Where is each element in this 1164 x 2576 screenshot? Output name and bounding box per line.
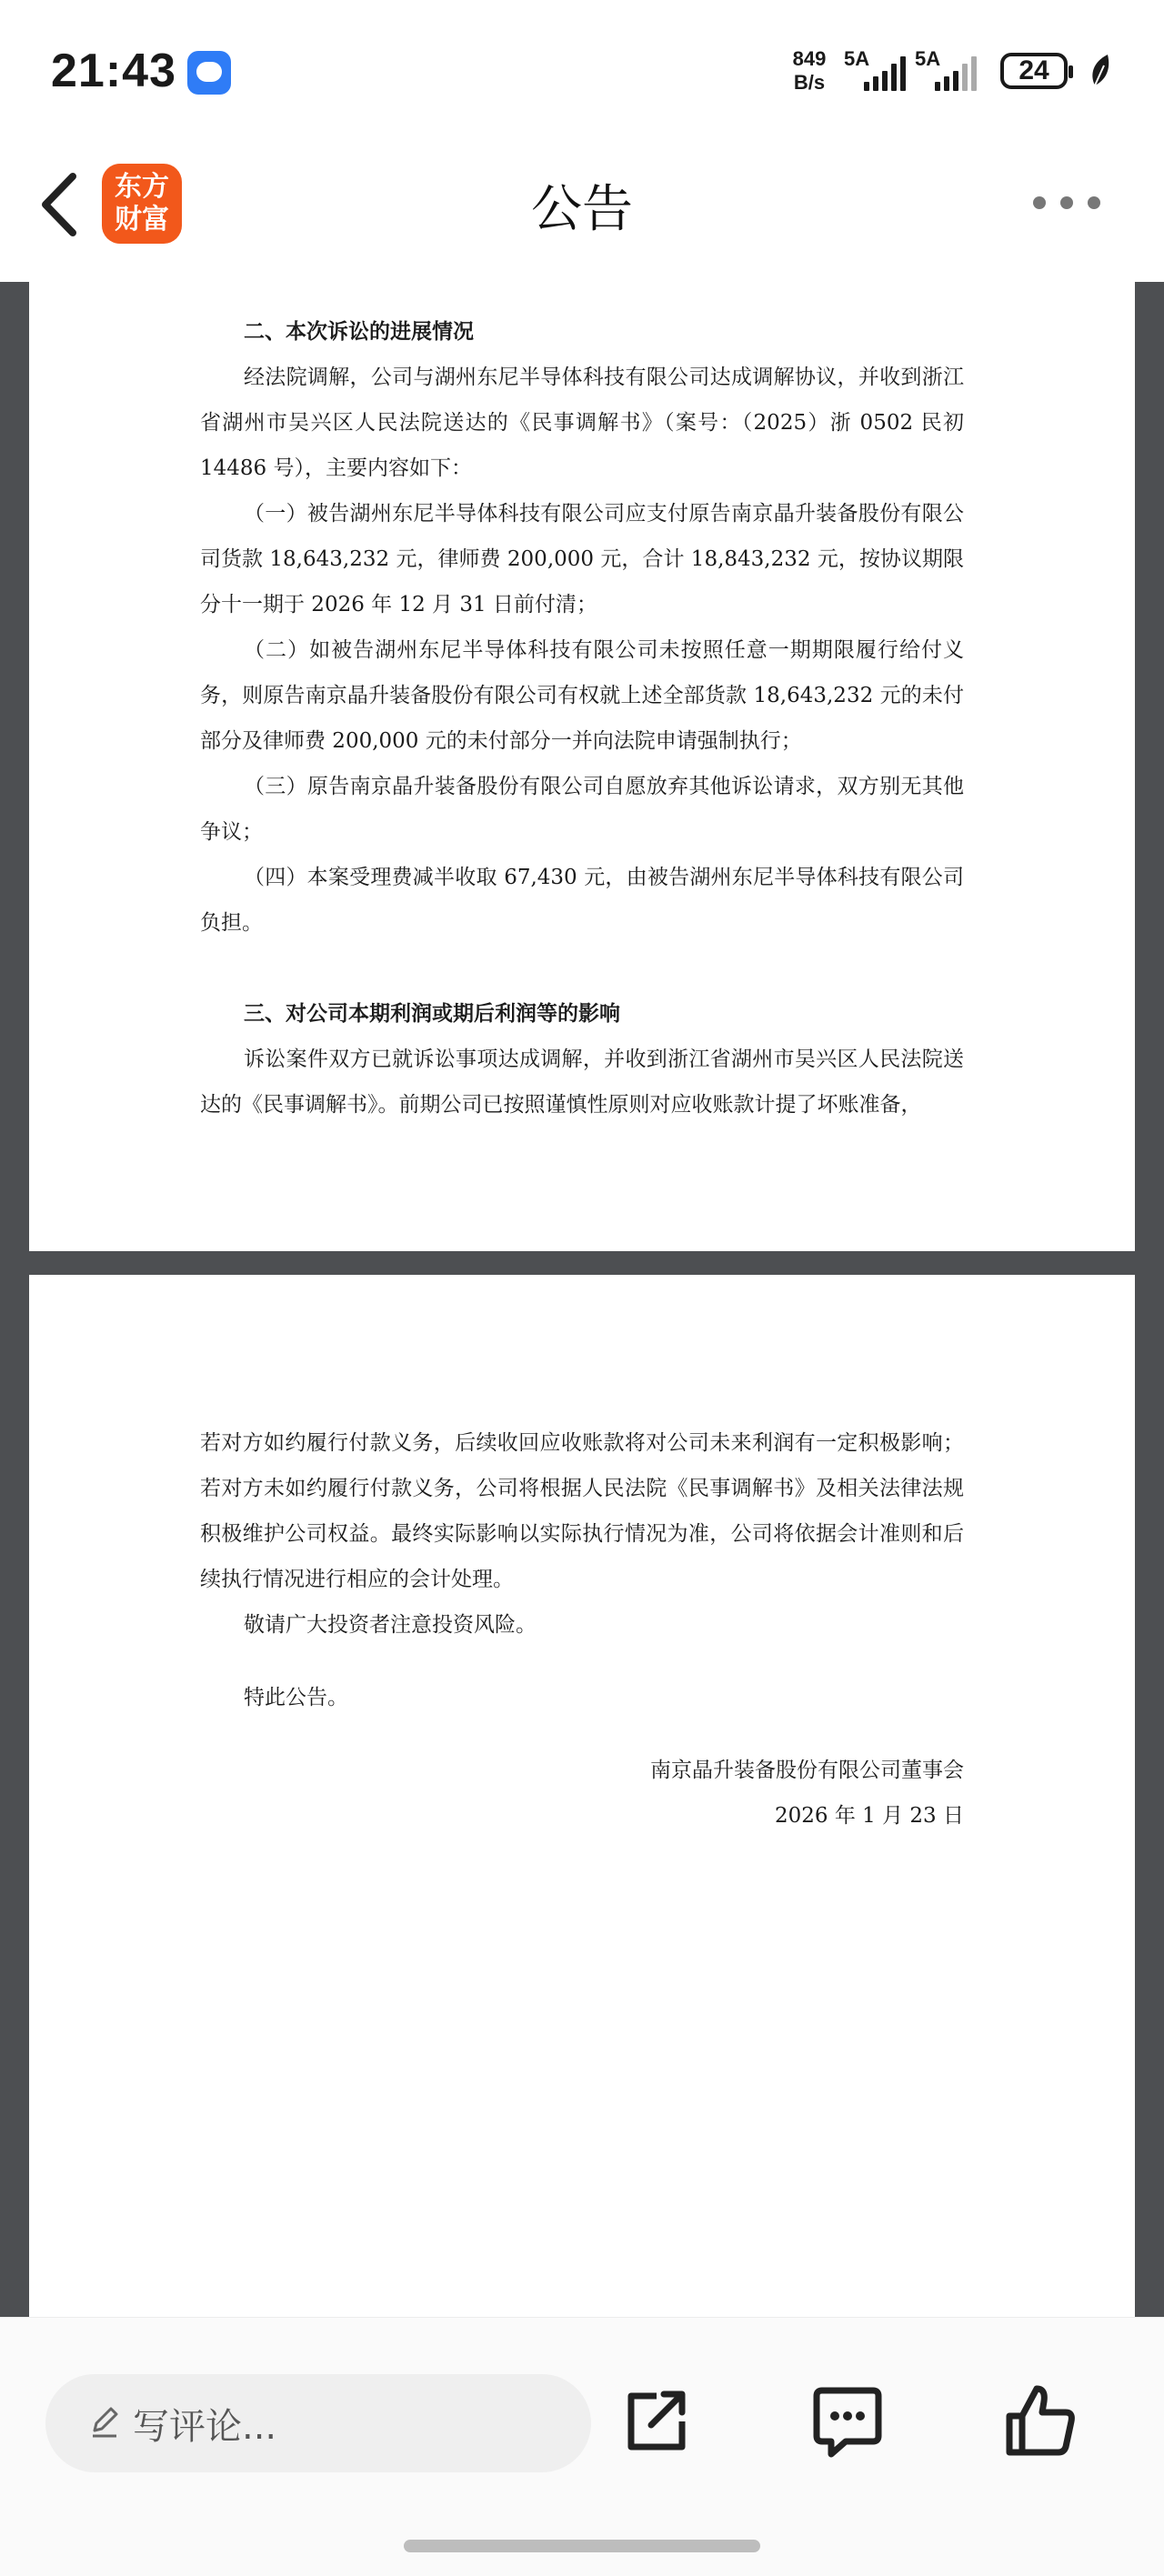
share-icon[interactable]: [611, 2378, 698, 2465]
section-3-continued: 若对方如约履行付款义务，后续收回应收账款将对公司未来利润有一定积极影响；若对方未如约履行付款义务，公司将根据人民法院《民事调解书》及相关法律法规积极维护公司权益。最终实际影响以实际执行情况为准，公司将依据会计准则和后续执行情况进行相应的会计处理。: [200, 1431, 964, 1591]
logo-line-1: 东方: [115, 171, 169, 203]
risk-notice: 敬请广大投资者注意投资风险。: [244, 1613, 537, 1637]
closing-statement: 特此公告。: [244, 1686, 348, 1709]
mediation-item-4: （四）本案受理费减半收取 67,430 元，由被告湖州东尼半导体科技有限公司负担。: [200, 866, 964, 935]
signal-sim1-icon: [844, 47, 917, 95]
status-time: 21:43: [51, 45, 176, 97]
thumbs-up-icon[interactable]: [997, 2378, 1084, 2465]
signature-date: 2026 年 1 月 23 日: [775, 1804, 964, 1828]
network-speed-unit: B/s: [793, 71, 826, 94]
mediation-item-3: （三）原告南京晶升装备股份有限公司自愿放弃其他诉讼请求，双方别无其他争议；: [200, 775, 964, 844]
logo-line-2: 财富: [115, 204, 169, 236]
sim2-label: 5A: [915, 47, 941, 70]
document-page-1: [29, 282, 1135, 1251]
document-viewer[interactable]: [0, 282, 1164, 2317]
battery-icon: [1000, 53, 1068, 89]
leaf-icon: [1088, 53, 1113, 89]
page-title: 公告: [531, 180, 633, 239]
mediation-item-2: （二）如被告湖州东尼半导体科技有限公司未按照任意一期期限履行给付义务，则原告南京晶升装备股份有限公司有权就上述全部货款 18,643,232 元的未付部分及律师费 200,000 元的未付部分一并向法院申请强制执行；: [200, 638, 964, 753]
battery-level: 24: [1018, 55, 1049, 85]
home-indicator[interactable]: [404, 2540, 760, 2552]
section-3-text: 诉讼案件双方已就诉讼事项达成调解，并收到浙江省湖州市吴兴区人民法院送达的《民事调解书》。前期公司已按照谨慎性原则对应收账款计提了坏账准备，: [200, 1047, 964, 1117]
comment-icon[interactable]: [804, 2378, 891, 2465]
message-notification-icon: [187, 51, 231, 95]
network-speed: [786, 47, 833, 95]
section-2-intro: 经法院调解，公司与湖州东尼半导体科技有限公司达成调解协议，并收到浙江省湖州市吴兴区人民法院送达的《民事调解书》（案号：（2025）浙 0502 民初 14486 号），主要内容如下：: [200, 366, 964, 480]
more-dots-icon[interactable]: [1026, 182, 1108, 226]
signature-board: 南京晶升装备股份有限公司董事会: [650, 1759, 964, 1782]
comment-placeholder: 写评论...: [133, 2406, 277, 2448]
mediation-item-1: （一）被告湖州东尼半导体科技有限公司应支付原告南京晶升装备股份有限公司货款 18,643,232 元，律师费 200,000 元，合计 18,843,232 元，按协议期限分十一期于 2026 年 12 月 31 日前付清；: [200, 502, 964, 616]
sim1-label: 5A: [844, 47, 870, 70]
network-speed-value: 849: [792, 47, 827, 70]
status-bar: [0, 0, 1164, 145]
section-3-heading: 三、对公司本期利润或期后利润等的影响: [244, 1002, 620, 1026]
pen-icon: [85, 2403, 122, 2440]
comment-input[interactable]: [45, 2374, 591, 2472]
signal-sim2-icon: [915, 47, 988, 95]
section-2-heading: 二、本次诉讼的进展情况: [244, 320, 474, 344]
bottom-action-bar: [0, 2317, 1164, 2576]
document-page-2: [29, 1275, 1135, 2317]
